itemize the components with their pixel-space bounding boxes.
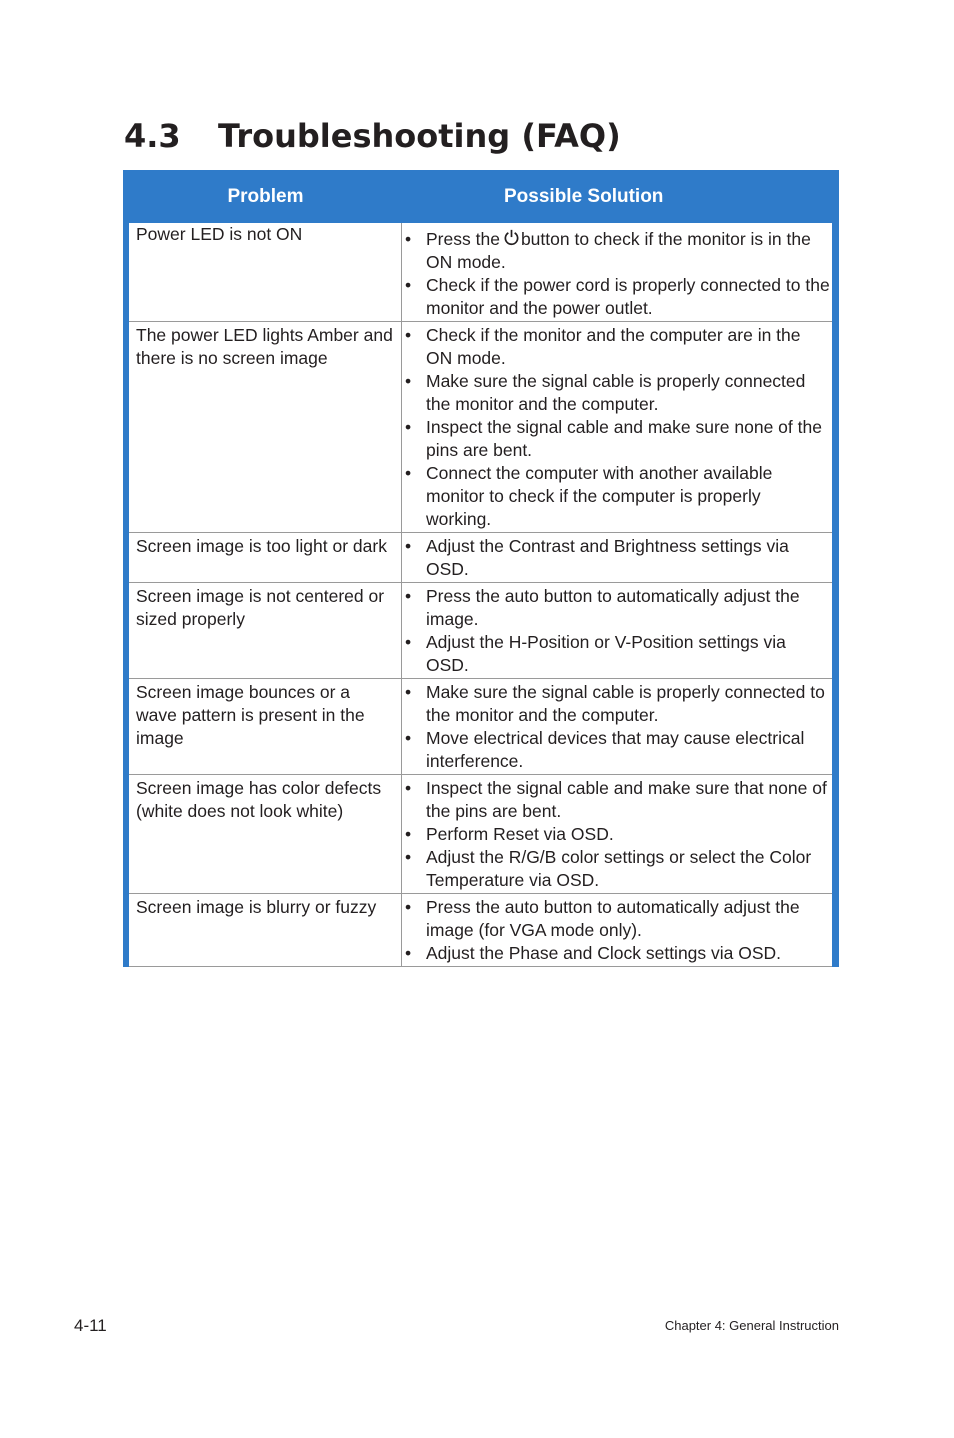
solution-text: Adjust the Contrast and Brightness settings via OSD. [426, 536, 789, 579]
solution-text: Adjust the H-Position or V-Position settings via OSD. [426, 632, 786, 675]
table-header [129, 170, 832, 223]
solution-list [403, 535, 830, 581]
table-body [129, 223, 832, 967]
bullet: • [405, 417, 412, 437]
solution-text: Inspect the signal cable and make sure none of the pins are bent. [426, 417, 822, 460]
solution-list [403, 228, 830, 320]
solution-text-after-icon: button to check if the monitor is in the ON mode. [426, 229, 811, 272]
solution-cell [402, 533, 832, 582]
section-number: 4.3 [124, 117, 181, 155]
problem-cell: Screen image has color defects (white does not look white) [129, 775, 402, 893]
section-heading [124, 114, 621, 158]
bullet: • [405, 632, 412, 652]
solution-item [403, 777, 830, 823]
header-problem: Problem [227, 185, 304, 207]
bullet: • [405, 943, 412, 963]
solution-list [403, 681, 830, 773]
solution-text: Adjust the Phase and Clock settings via OSD. [426, 943, 782, 963]
bullet: • [405, 897, 412, 917]
table-row [129, 774, 832, 893]
solution-text: Connect the computer with another available monitor to check if the computer is properly working. [426, 463, 773, 529]
solution-item [403, 896, 830, 942]
solution-text: Make sure the signal cable is properly connected to the monitor and the computer. [426, 682, 825, 725]
table-row [129, 582, 832, 678]
solution-item [403, 846, 830, 892]
solution-text: Check if the power cord is properly connected to the monitor and the power outlet. [426, 275, 830, 318]
solution-cell [402, 583, 832, 678]
problem-cell: Power LED is not ON [129, 223, 402, 321]
solution-item [403, 324, 830, 370]
solution-cell [402, 322, 832, 532]
table-row [129, 321, 832, 532]
solution-item [403, 727, 830, 773]
bullet: • [405, 536, 412, 556]
solution-cell [402, 223, 832, 321]
page-number: 4-11 [74, 1316, 107, 1335]
solution-item [403, 681, 830, 727]
solution-text: Inspect the signal cable and make sure that none of the pins are bent. [426, 778, 827, 821]
solution-text: Perform Reset via OSD. [426, 824, 614, 844]
bullet: • [405, 275, 412, 295]
bullet: • [405, 682, 412, 702]
table-row [129, 532, 832, 582]
problem-cell: Screen image is not centered or sized properly [129, 583, 402, 678]
solution-item [403, 228, 830, 274]
solution-text: Move electrical devices that may cause electrical interference. [426, 728, 805, 771]
problem-cell: Screen image is blurry or fuzzy [129, 894, 402, 966]
solution-cell [402, 894, 832, 966]
table-row [129, 893, 832, 966]
power-icon [503, 229, 520, 246]
bullet: • [405, 371, 412, 391]
solution-list [403, 777, 830, 892]
solution-item [403, 274, 830, 320]
solution-item [403, 585, 830, 631]
solution-text-before-icon: Press the [426, 229, 500, 249]
solution-text: Press the auto button to automatically adjust the image. [426, 586, 800, 629]
chapter-footer: Chapter 4: General Instruction [664, 1318, 839, 1333]
solution-text [426, 228, 830, 274]
problem-cell: Screen image is too light or dark [129, 533, 402, 582]
table-row [129, 678, 832, 774]
solution-item [403, 462, 830, 531]
solution-list [403, 896, 830, 965]
solution-text: Adjust the R/G/B color settings or select the Color Temperature via OSD. [426, 847, 812, 890]
solution-text: Make sure the signal cable is properly connected the monitor and the computer. [426, 371, 806, 414]
solution-item [403, 631, 830, 677]
faq-table [123, 170, 839, 967]
solution-list [403, 585, 830, 677]
bullet: • [405, 847, 412, 867]
bullet: • [405, 728, 412, 748]
bullet: • [405, 778, 412, 798]
bullet: • [405, 824, 412, 844]
problem-cell: Screen image bounces or a wave pattern is present in the image [129, 679, 402, 774]
solution-item [403, 823, 830, 846]
section-title: Troubleshooting (FAQ) [218, 117, 621, 155]
solution-item [403, 942, 830, 965]
header-possible-solution: Possible Solution [504, 185, 664, 207]
bullet: • [405, 229, 412, 249]
solution-cell [402, 679, 832, 774]
problem-cell: The power LED lights Amber and there is no screen image [129, 322, 402, 532]
table-row [129, 223, 832, 321]
solution-list [403, 324, 830, 531]
solution-item [403, 370, 830, 416]
bullet: • [405, 463, 412, 483]
solution-text: Press the auto button to automatically adjust the image (for VGA mode only). [426, 897, 800, 940]
solution-cell [402, 775, 832, 893]
solution-item [403, 535, 830, 581]
solution-item [403, 416, 830, 462]
bullet: • [405, 586, 412, 606]
solution-text: Check if the monitor and the computer are in the ON mode. [426, 325, 801, 368]
bullet: • [405, 325, 412, 345]
